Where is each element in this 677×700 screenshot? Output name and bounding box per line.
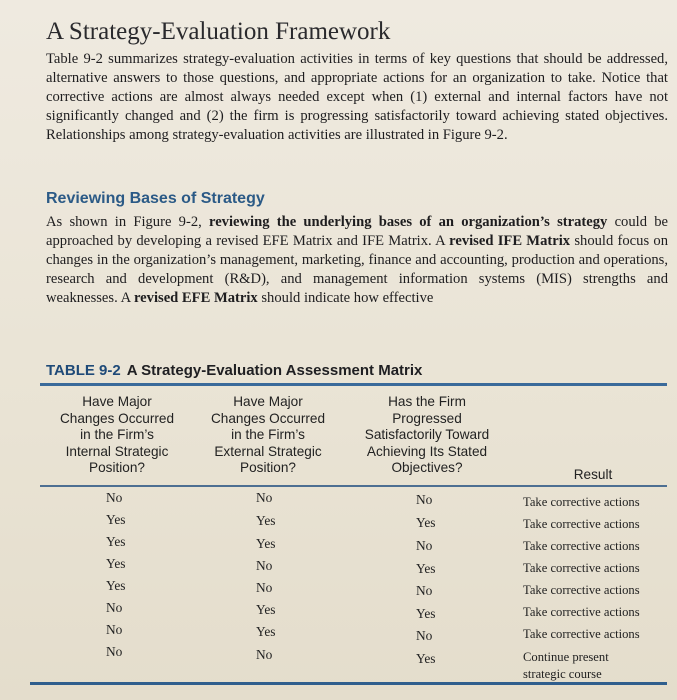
table-cell: No [106, 622, 123, 637]
table-cell: No [416, 583, 433, 598]
header-line: Progressed [392, 410, 462, 426]
header-result [548, 467, 638, 484]
table-cell: Take corrective actions [523, 539, 640, 553]
table-cell: No [256, 647, 273, 662]
header-line: Result [573, 467, 613, 482]
table-title [46, 362, 422, 379]
header-line: in the Firm’s [80, 427, 154, 442]
table-cell: Take corrective actions [523, 583, 640, 597]
table-cell: Take corrective actions [523, 605, 640, 619]
table-cell: Take corrective actions [523, 627, 640, 641]
table-cell: Yes [106, 512, 126, 527]
header-line: in the Firm’s [231, 427, 305, 442]
table-cell: Yes [106, 556, 126, 571]
table-header-rule [40, 485, 667, 487]
text-span: should focus on changes in the organization’s management, marketing, finance and accounting, production and operations, research and development (R&D), and management information systems (MIS) strengths and weaknesses. A [46, 233, 668, 306]
table-cell: Yes [106, 534, 126, 549]
header-line: Changes Occurred [59, 410, 175, 426]
table-cell: Yes [106, 578, 126, 593]
table-cell: Yes [256, 602, 276, 617]
table-cell: Yes [256, 536, 276, 551]
section-title: A Strategy-Evaluation Framework [46, 18, 391, 45]
bold-term: reviewing the underlying bases of an organization’s strategy [208, 214, 608, 230]
table-cell: Yes [416, 606, 436, 621]
bases-paragraph [46, 213, 668, 308]
header-line: Internal Strategic [65, 443, 169, 459]
text-span: should indicate how effective [257, 290, 434, 306]
table-caption: A Strategy-Evaluation Assessment Matrix [126, 362, 423, 379]
header-internal [52, 394, 182, 477]
header-line: Objectives? [391, 460, 463, 475]
table-cell: No [106, 600, 123, 615]
header-line: Achieving Its Stated [366, 443, 488, 459]
text-span: As shown in Figure 9-2, [46, 214, 209, 230]
table-bottom-rule [30, 682, 667, 685]
header-line: Have Major [82, 394, 152, 409]
table-cell: No [416, 492, 433, 507]
table-cell: No [416, 628, 433, 643]
table-cell: Take corrective actions [523, 495, 640, 509]
bold-term: revised EFE Matrix [133, 290, 258, 306]
table-cell: Take corrective actions [523, 517, 640, 531]
table-cell: No [256, 558, 273, 573]
table-cell: No [106, 490, 123, 505]
table-cell: Yes [416, 651, 436, 666]
header-line: Satisfactorily Toward [364, 427, 490, 442]
table-cell: No [106, 644, 123, 659]
table-cell: No [416, 538, 433, 553]
header-line: Position? [89, 460, 145, 475]
table-cell: No [256, 580, 273, 595]
header-objectives [348, 394, 506, 477]
table-cell: Yes [256, 624, 276, 639]
bold-term: revised IFE Matrix [449, 233, 571, 249]
header-line: Has the Firm [388, 394, 466, 409]
header-line: Position? [240, 460, 296, 475]
subsection-heading: Reviewing Bases of Strategy [46, 190, 265, 207]
table-cell: No [256, 490, 273, 505]
table-cell: Take corrective actions [523, 561, 640, 575]
header-line: Changes Occurred [210, 410, 326, 426]
table-number: TABLE 9-2 [46, 362, 121, 379]
intro-paragraph: Table 9-2 summarizes strategy-evaluation activities in terms of key questions that should be addressed, alternative answers to those questions, and appropriate actions for an organization to take. Notice that corrective actions are almost always needed except when (1) external and internal factors have not significantly changed and (2) the firm is progressing satisfactorily toward achieving stated objectives. Relationships among strategy-evaluation activities are illustrated in Figure 9-2. [46, 51, 668, 143]
table-cell: Yes [416, 515, 436, 530]
header-line: External Strategic [214, 443, 322, 459]
table-cell: Continue present strategic course [523, 650, 609, 681]
table-cell: Yes [416, 561, 436, 576]
header-line: Have Major [233, 394, 303, 409]
text-span: could be approached by developing a revised EFE Matrix and IFE Matrix. A [46, 214, 668, 249]
table-top-rule [40, 383, 667, 386]
header-external [200, 394, 336, 477]
table-cell: Yes [256, 513, 276, 528]
